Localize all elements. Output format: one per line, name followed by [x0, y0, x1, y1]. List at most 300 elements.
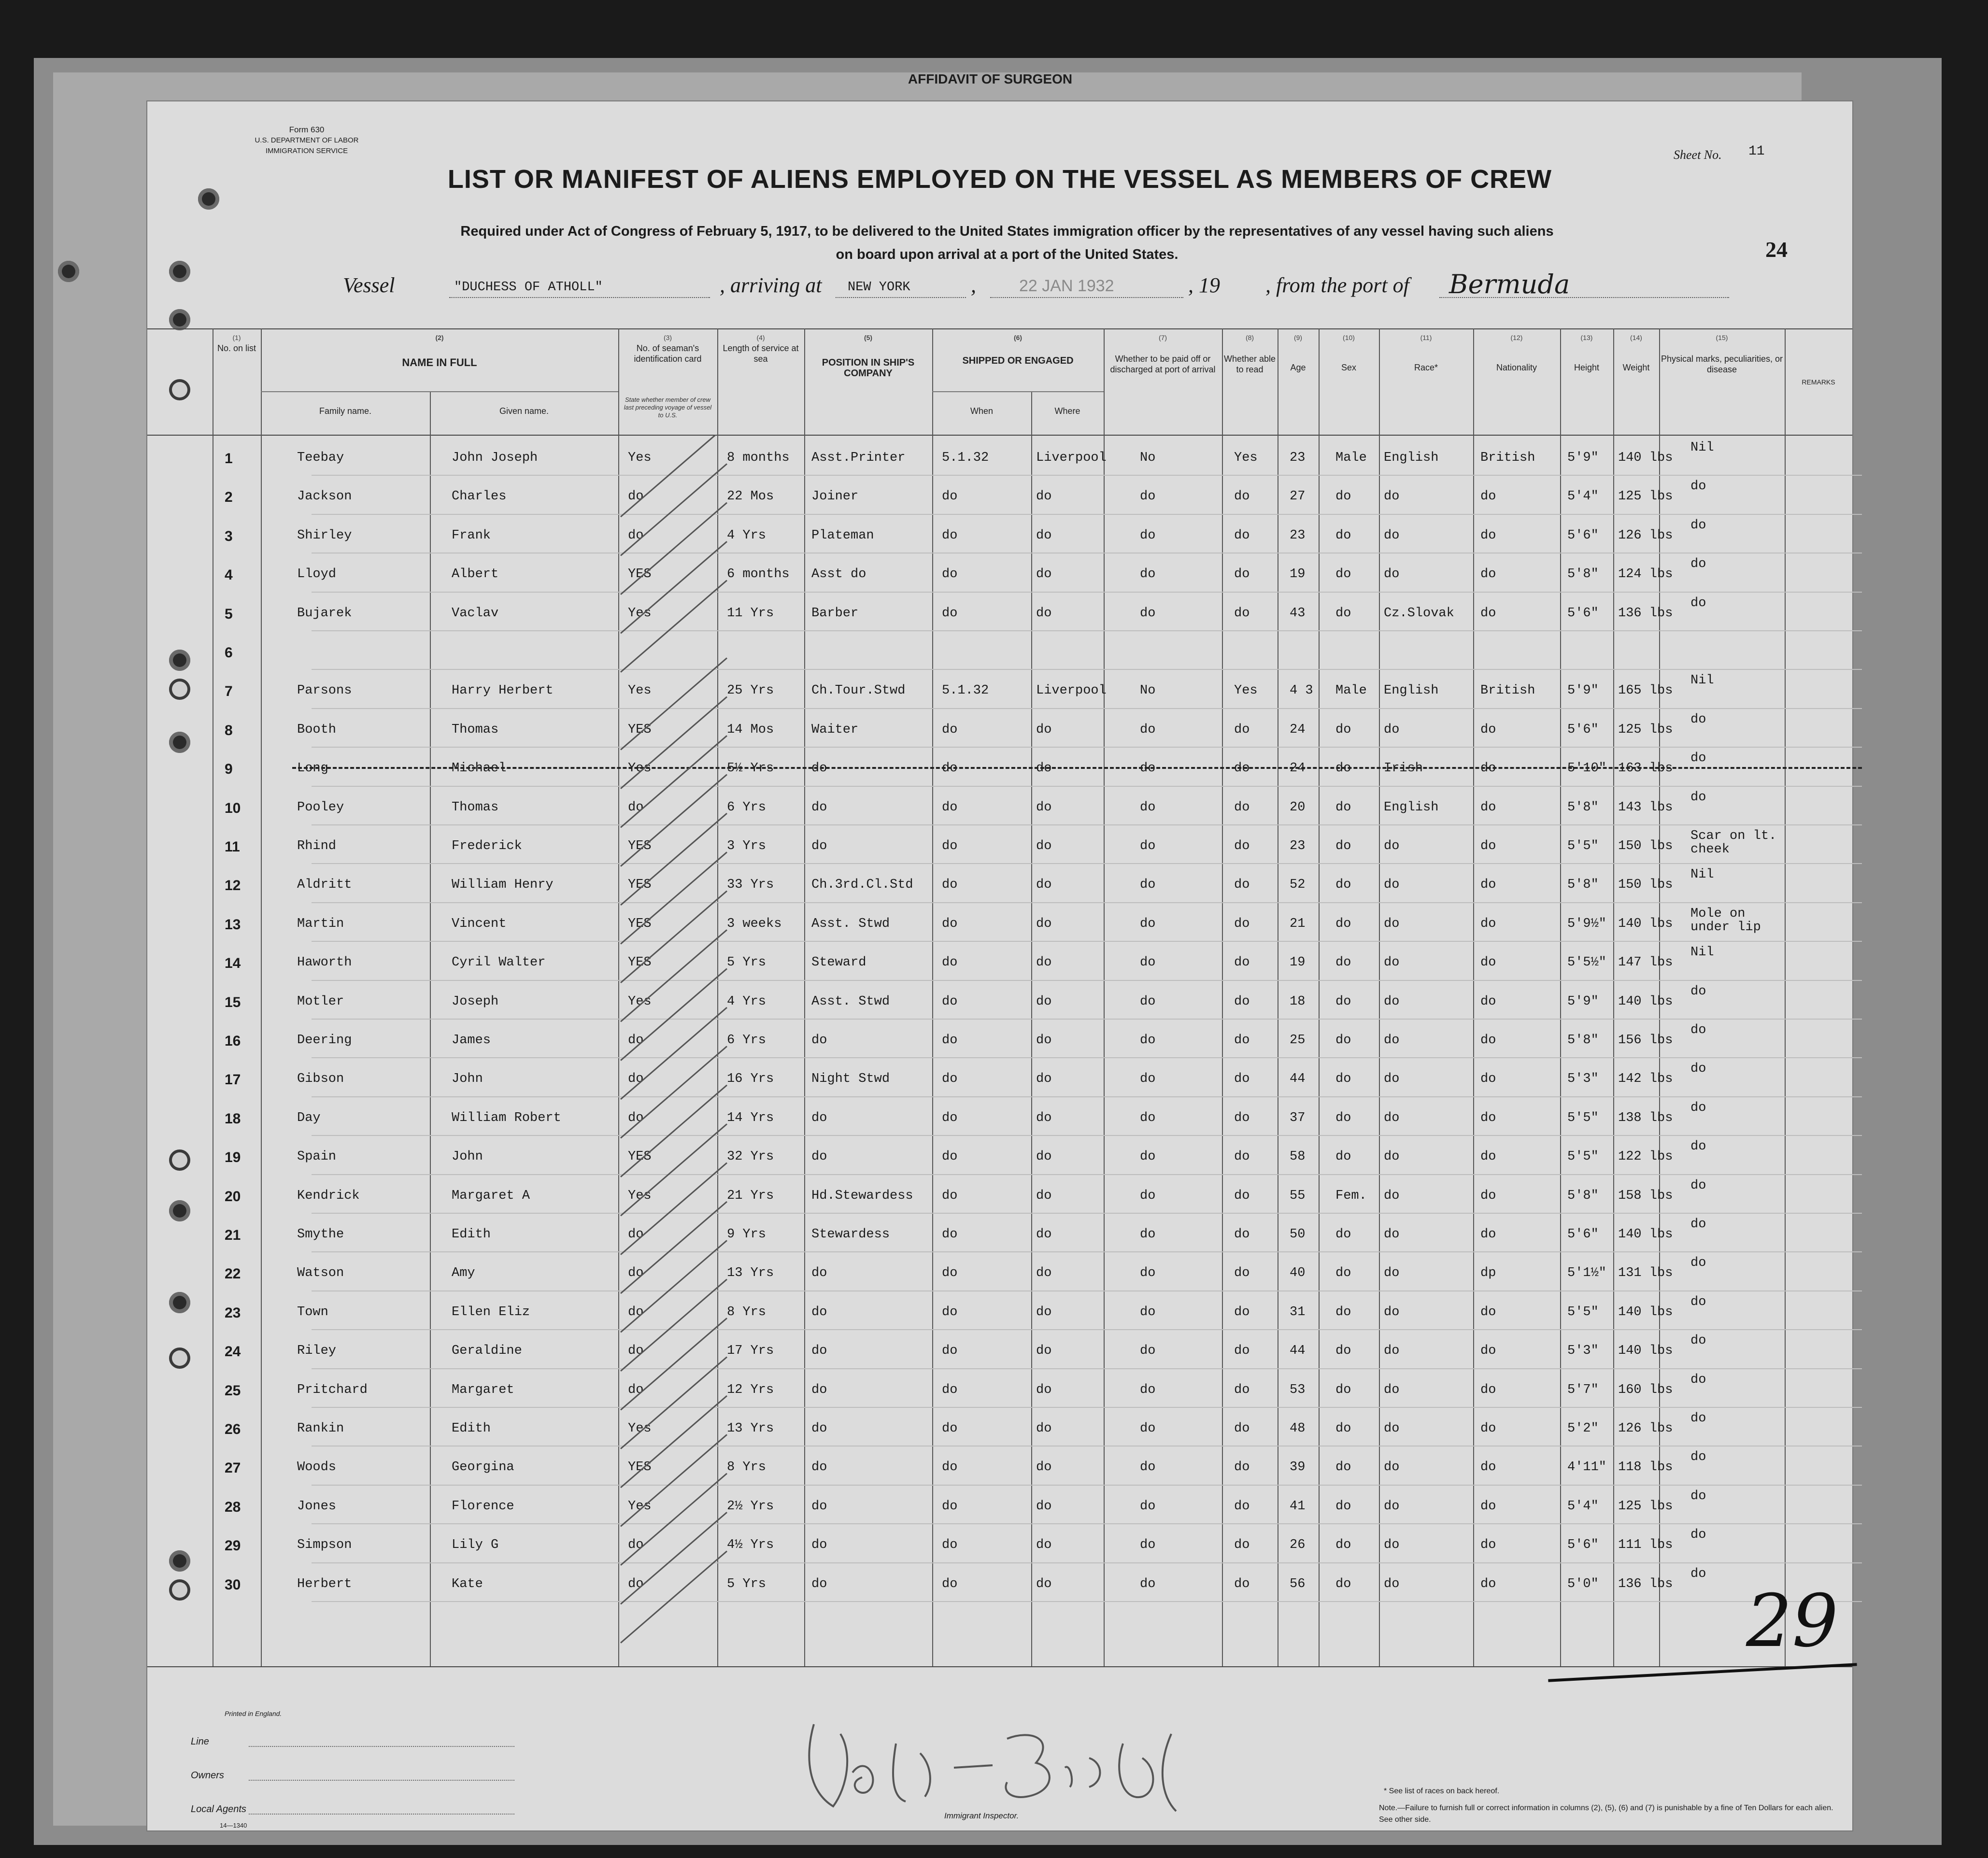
sex-cell: Male: [1335, 451, 1367, 465]
subtitle-line-2: on board upon arrival at a port of the United States.: [836, 247, 1179, 262]
paid-off-cell: No: [1140, 683, 1156, 698]
paid-off-cell: do: [1140, 1072, 1156, 1087]
note-races: * See list of races on back hereof.: [1384, 1787, 1500, 1795]
weight-cell: 118 lbs: [1618, 1460, 1673, 1475]
able-to-read-cell: do: [1234, 1576, 1250, 1591]
able-to-read-cell: do: [1234, 994, 1250, 1009]
age-cell: 52: [1290, 878, 1306, 893]
family-name-cell: Jones: [297, 1499, 337, 1514]
age-cell: 43: [1290, 606, 1306, 621]
row-number-cell: 3: [225, 528, 233, 544]
shipped-where-cell: do: [1036, 1499, 1052, 1514]
race-cell: do: [1384, 1499, 1400, 1514]
family-name-cell: Day: [297, 1110, 321, 1125]
nationality-cell: do: [1480, 761, 1496, 776]
nationality-cell: do: [1480, 722, 1496, 737]
family-name-cell: Gibson: [297, 1072, 344, 1087]
row-number-cell: 17: [225, 1072, 241, 1088]
age-cell: 56: [1290, 1576, 1306, 1591]
family-name-cell: Haworth: [297, 955, 352, 970]
position-cell: do: [811, 1110, 827, 1125]
service-length-cell: 5 Yrs: [727, 1576, 767, 1591]
nationality-cell: do: [1480, 489, 1496, 504]
position-cell: do: [811, 1538, 827, 1553]
height-cell: 5'0": [1567, 1576, 1599, 1591]
race-cell: do: [1384, 1382, 1400, 1397]
card-status-cell: do: [628, 1110, 644, 1125]
weight-cell: 136 lbs: [1618, 606, 1673, 621]
able-to-read-cell: do: [1234, 800, 1250, 815]
weight-cell: 163 lbs: [1618, 761, 1673, 776]
card-status-cell: YES: [628, 1460, 652, 1475]
service-length-cell: 11 Yrs: [727, 606, 774, 621]
physical-marks-cell: do: [1690, 1023, 1706, 1037]
weight-cell: 150 lbs: [1618, 878, 1673, 893]
form-dept: U.S. DEPARTMENT OF LABOR: [255, 136, 359, 144]
shipped-where-cell: do: [1036, 761, 1052, 776]
sex-cell: do: [1335, 722, 1351, 737]
table-row: [147, 1136, 1852, 1175]
check-slash: [621, 1124, 727, 1216]
row-number-cell: 28: [225, 1499, 241, 1515]
given-name-cell: William Robert: [452, 1110, 561, 1125]
affidavit-title: AFFIDAVIT OF SURGEON: [908, 71, 1073, 86]
sex-cell: do: [1335, 761, 1351, 776]
weight-cell: 131 lbs: [1618, 1266, 1673, 1281]
paid-off-cell: do: [1140, 1188, 1156, 1203]
handwritten-total: 29: [1746, 1579, 1838, 1663]
table-row: [147, 1175, 1852, 1214]
header-shipped: (6) SHIPPED OR ENGAGED: [962, 334, 1074, 366]
physical-marks-cell: Nil: [1690, 440, 1714, 455]
race-cell: do: [1384, 1576, 1400, 1591]
physical-marks-cell: do: [1690, 479, 1706, 494]
age-cell: 21: [1290, 916, 1306, 931]
given-name-cell: Lily G: [452, 1538, 499, 1553]
paid-off-cell: do: [1140, 994, 1156, 1009]
card-status-cell: YES: [628, 955, 652, 970]
family-name-cell: Lloyd: [297, 567, 337, 582]
able-to-read-cell: do: [1234, 1499, 1250, 1514]
table-row: [147, 437, 1852, 476]
form-number: Form 630: [289, 125, 325, 134]
paid-off-cell: do: [1140, 1382, 1156, 1397]
weight-cell: 138 lbs: [1618, 1110, 1673, 1125]
row-number-cell: 21: [225, 1227, 241, 1243]
physical-marks-cell: do: [1690, 1489, 1706, 1503]
nationality-cell: do: [1480, 1033, 1496, 1048]
nationality-cell: do: [1480, 606, 1496, 621]
family-name-cell: Smythe: [297, 1227, 344, 1242]
family-name-cell: Simpson: [297, 1538, 352, 1553]
shipped-where-cell: do: [1036, 916, 1052, 931]
race-cell: do: [1384, 1188, 1400, 1203]
shipped-where-cell: do: [1036, 1382, 1052, 1397]
position-cell: Ch.3rd.Cl.Std: [811, 878, 913, 893]
given-name-cell: Florence: [452, 1499, 514, 1514]
height-cell: 5'6": [1567, 528, 1599, 543]
family-name-cell: Rhind: [297, 839, 337, 853]
position-cell: do: [811, 1576, 827, 1591]
service-length-cell: 13 Yrs: [727, 1266, 774, 1281]
paid-off-cell: No: [1140, 451, 1156, 465]
age-cell: 23: [1290, 451, 1306, 465]
height-cell: 5'6": [1567, 722, 1599, 737]
row-number-cell: 4: [225, 567, 233, 583]
shipped-when-cell: do: [942, 994, 958, 1009]
vessel-line: [343, 269, 1744, 302]
date-stamp: 22 JAN 1932: [1019, 277, 1114, 295]
able-to-read-cell: do: [1234, 955, 1250, 970]
position-cell: do: [811, 1344, 827, 1359]
table-row: [147, 787, 1852, 825]
shipped-where-cell: do: [1036, 839, 1052, 853]
family-name-cell: Pooley: [297, 800, 344, 815]
nationality-cell: do: [1480, 1227, 1496, 1242]
able-to-read-cell: do: [1234, 528, 1250, 543]
race-cell: do: [1384, 1538, 1400, 1553]
shipped-when-cell: do: [942, 1499, 958, 1514]
physical-marks-cell: do: [1690, 1256, 1706, 1271]
height-cell: 5'10": [1567, 761, 1607, 776]
card-status-cell: do: [628, 1382, 644, 1397]
row-number-cell: 8: [225, 722, 233, 738]
check-slash: [621, 736, 727, 827]
physical-marks-cell: Nil: [1690, 945, 1714, 960]
age-cell: 40: [1290, 1266, 1306, 1281]
able-to-read-cell: do: [1234, 1538, 1250, 1553]
shipped-when-cell: do: [942, 1421, 958, 1436]
table-row: [147, 1214, 1852, 1252]
age-cell: 44: [1290, 1344, 1306, 1359]
weight-cell: 156 lbs: [1618, 1033, 1673, 1048]
nationality-cell: do: [1480, 1421, 1496, 1436]
check-slash: [621, 813, 727, 905]
card-status-cell: Yes: [628, 606, 652, 621]
physical-marks-cell: do: [1690, 790, 1706, 805]
nationality-cell: do: [1480, 1344, 1496, 1359]
position-cell: do: [811, 1266, 827, 1281]
shipped-where-cell: do: [1036, 1072, 1052, 1087]
table-row: [147, 1330, 1852, 1369]
check-slash: [621, 1512, 727, 1604]
service-length-cell: 33 Yrs: [727, 878, 774, 893]
nationality-cell: do: [1480, 1382, 1496, 1397]
service-length-cell: 16 Yrs: [727, 1072, 774, 1087]
check-slash: [621, 1551, 727, 1643]
table-row: [147, 515, 1852, 553]
weight-cell: 160 lbs: [1618, 1382, 1673, 1397]
age-cell: 25: [1290, 1033, 1306, 1048]
header-card-note: State whether member of crew last preceding voyage of vessel to U.S.: [624, 396, 712, 419]
physical-marks-cell: do: [1690, 1450, 1706, 1465]
given-name-cell: Joseph: [452, 994, 499, 1009]
header-given-name: Given name.: [499, 406, 549, 416]
able-to-read-cell: do: [1234, 1188, 1250, 1203]
family-name-cell: Watson: [297, 1266, 344, 1281]
sex-cell: do: [1335, 1033, 1351, 1048]
physical-marks-cell: Mole on under lip: [1690, 906, 1761, 935]
paid-off-cell: do: [1140, 1227, 1156, 1242]
nationality-cell: do: [1480, 878, 1496, 893]
shipped-where-cell: do: [1036, 1188, 1052, 1203]
date-underline: [990, 297, 1183, 298]
weight-cell: 158 lbs: [1618, 1188, 1673, 1203]
able-to-read-cell: do: [1234, 1072, 1250, 1087]
physical-marks-cell: do: [1690, 1294, 1706, 1309]
able-to-read-cell: do: [1234, 1149, 1250, 1164]
weight-cell: 125 lbs: [1618, 1499, 1673, 1514]
service-length-cell: 6 Yrs: [727, 800, 767, 815]
check-slash: [621, 1357, 727, 1449]
physical-marks-cell: do: [1690, 1139, 1706, 1154]
family-name-cell: Teebay: [297, 451, 344, 465]
able-to-read-cell: Yes: [1234, 683, 1258, 698]
race-cell: do: [1384, 1266, 1400, 1281]
service-length-cell: 25 Yrs: [727, 683, 774, 698]
height-cell: 5'7": [1567, 1382, 1599, 1397]
check-slash: [621, 435, 727, 517]
height-cell: 5'5": [1567, 1149, 1599, 1164]
check-slash: [621, 658, 727, 750]
shipped-where-cell: do: [1036, 1266, 1052, 1281]
check-slash: [621, 930, 727, 1021]
shipped-where-cell: do: [1036, 489, 1052, 504]
paid-off-cell: do: [1140, 1149, 1156, 1164]
check-slash: [621, 503, 727, 595]
weight-cell: 142 lbs: [1618, 1072, 1673, 1087]
printed-in: Printed in England.: [225, 1710, 282, 1717]
height-cell: 5'5½": [1567, 955, 1607, 970]
position-cell: do: [811, 1033, 827, 1048]
family-name-cell: Herbert: [297, 1576, 352, 1591]
sex-cell: do: [1335, 1227, 1351, 1242]
paid-off-cell: do: [1140, 955, 1156, 970]
age-cell: 55: [1290, 1188, 1306, 1203]
family-name-cell: Rankin: [297, 1421, 344, 1436]
service-length-cell: 9 Yrs: [727, 1227, 767, 1242]
check-slash: [621, 464, 727, 555]
shipped-when-cell: do: [942, 1576, 958, 1591]
able-to-read-cell: do: [1234, 1305, 1250, 1319]
sex-cell: do: [1335, 994, 1351, 1009]
given-name-cell: Geraldine: [452, 1344, 522, 1359]
row-number-cell: 6: [225, 645, 233, 661]
position-cell: do: [811, 800, 827, 815]
header-sex: (10) Sex: [1341, 334, 1357, 372]
given-name-cell: Margaret A: [452, 1188, 530, 1203]
able-to-read-cell: do: [1234, 606, 1250, 621]
height-cell: 5'6": [1567, 606, 1599, 621]
position-cell: do: [811, 1499, 827, 1514]
footer: [147, 1695, 1852, 1830]
check-slash: [621, 1007, 727, 1099]
manifest-sheet: [147, 101, 1852, 1830]
shipped-when-cell: 5.1.32: [942, 451, 989, 465]
paid-off-cell: do: [1140, 606, 1156, 621]
line-label: Line: [191, 1736, 209, 1747]
header-no: (1) No. on list: [217, 334, 256, 353]
given-name-cell: Ellen Eliz: [452, 1305, 530, 1319]
family-name-cell: Spain: [297, 1149, 337, 1164]
table-top-rule: [147, 328, 1852, 329]
service-length-cell: 22 Mos: [727, 489, 774, 504]
punch-hole: [169, 261, 190, 282]
service-length-cell: 3 Yrs: [727, 839, 767, 853]
sex-cell: Fem.: [1335, 1188, 1367, 1203]
position-cell: Night Stwd: [811, 1072, 890, 1087]
race-cell: English: [1384, 683, 1439, 698]
row-number-cell: 26: [225, 1421, 241, 1437]
given-name-cell: Albert: [452, 567, 499, 582]
sex-cell: do: [1335, 1110, 1351, 1125]
shipped-when-cell: do: [942, 1110, 958, 1125]
paid-off-cell: do: [1140, 567, 1156, 582]
service-length-cell: 21 Yrs: [727, 1188, 774, 1203]
table-row: [147, 825, 1852, 864]
position-cell: Stewardess: [811, 1227, 890, 1242]
paid-off-cell: do: [1140, 916, 1156, 931]
shipped-when-cell: do: [942, 1188, 958, 1203]
race-cell: do: [1384, 528, 1400, 543]
row-number-cell: 16: [225, 1033, 241, 1049]
nationality-cell: do: [1480, 1460, 1496, 1475]
race-cell: do: [1384, 878, 1400, 893]
sex-cell: do: [1335, 1266, 1351, 1281]
family-name-cell: Kendrick: [297, 1188, 360, 1203]
header-paid: (7) Whether to be paid off or discharged at port of arrival: [1110, 334, 1216, 374]
row-number-cell: 13: [225, 916, 241, 933]
check-slash: [621, 1396, 727, 1488]
card-status-cell: Yes: [628, 1421, 652, 1436]
paid-off-cell: do: [1140, 1538, 1156, 1553]
crew-table: [147, 328, 1852, 1671]
race-cell: do: [1384, 722, 1400, 737]
shipped-when-cell: do: [942, 1538, 958, 1553]
given-name-cell: Edith: [452, 1227, 491, 1242]
position-cell: Barber: [811, 606, 859, 621]
age-cell: 48: [1290, 1421, 1306, 1436]
shipped-when-cell: do: [942, 1344, 958, 1359]
age-cell: 53: [1290, 1382, 1306, 1397]
paid-off-cell: do: [1140, 1576, 1156, 1591]
header-name: (2) NAME IN FULL: [402, 334, 477, 369]
given-name-cell: Amy: [452, 1266, 475, 1281]
subtitle: [350, 220, 1664, 266]
position-cell: do: [811, 1460, 827, 1475]
arriving-label: , arriving at: [720, 273, 822, 297]
weight-cell: 125 lbs: [1618, 722, 1673, 737]
shipped-where-cell: do: [1036, 1305, 1052, 1319]
shipped-where-cell: do: [1036, 528, 1052, 543]
header-read: (8) Whether able to read: [1223, 334, 1276, 374]
given-name-cell: Frederick: [452, 839, 522, 853]
shipped-where-cell: do: [1036, 1344, 1052, 1359]
vessel-name: "DUCHESS OF ATHOLL": [454, 280, 603, 295]
table-row: [147, 903, 1852, 942]
shipped-when-cell: do: [942, 567, 958, 582]
row-number-cell: 29: [225, 1538, 241, 1554]
shipped-where-cell: do: [1036, 606, 1052, 621]
sex-cell: do: [1335, 1072, 1351, 1087]
row-number-cell: 10: [225, 800, 241, 816]
position-cell: Steward: [811, 955, 866, 970]
from-label: , from the port of: [1265, 273, 1409, 297]
given-name-cell: Kate: [452, 1576, 483, 1591]
nationality-cell: do: [1480, 1188, 1496, 1203]
table-row: [147, 1020, 1852, 1058]
nationality-cell: do: [1480, 994, 1496, 1009]
paid-off-cell: do: [1140, 1421, 1156, 1436]
shipped-when-cell: do: [942, 1305, 958, 1319]
paid-off-cell: do: [1140, 1266, 1156, 1281]
card-status-cell: do: [628, 1344, 644, 1359]
row-number-cell: 20: [225, 1188, 241, 1205]
card-status-cell: YES: [628, 878, 652, 893]
shipped-when-cell: do: [942, 955, 958, 970]
position-cell: do: [811, 1421, 827, 1436]
given-name-cell: Margaret: [452, 1382, 514, 1397]
physical-marks-cell: do: [1690, 712, 1706, 727]
age-cell: 23: [1290, 528, 1306, 543]
inspector-signature: [795, 1715, 1229, 1821]
position-cell: Asst. Stwd: [811, 994, 890, 1009]
sex-cell: do: [1335, 878, 1351, 893]
able-to-read-cell: do: [1234, 1382, 1250, 1397]
check-slash: [621, 1163, 727, 1255]
family-name-cell: Deering: [297, 1033, 352, 1048]
check-slash: [621, 541, 727, 633]
race-cell: do: [1384, 955, 1400, 970]
card-status-cell: YES: [628, 916, 652, 931]
height-cell: 4'11": [1567, 1460, 1607, 1475]
sex-cell: do: [1335, 1460, 1351, 1475]
weight-cell: 150 lbs: [1618, 839, 1673, 853]
given-name-cell: John Joseph: [452, 451, 538, 465]
given-name-cell: Thomas: [452, 722, 499, 737]
height-cell: 5'8": [1567, 878, 1599, 893]
card-status-cell: YES: [628, 567, 652, 582]
race-cell: English: [1384, 800, 1439, 815]
age-cell: 41: [1290, 1499, 1306, 1514]
header-where: Where: [1054, 406, 1080, 416]
sex-cell: do: [1335, 955, 1351, 970]
able-to-read-cell: do: [1234, 567, 1250, 582]
card-status-cell: do: [628, 1576, 644, 1591]
family-name-cell: Bujarek: [297, 606, 352, 621]
given-name-cell: James: [452, 1033, 491, 1048]
age-cell: 19: [1290, 567, 1306, 582]
age-cell: 24: [1290, 761, 1306, 776]
sex-cell: do: [1335, 839, 1351, 853]
sheet-number: 11: [1748, 144, 1765, 159]
nationality-cell: British: [1480, 683, 1535, 698]
service-length-cell: 32 Yrs: [727, 1149, 774, 1164]
shipped-when-cell: do: [942, 489, 958, 504]
row-number-cell: 30: [225, 1576, 241, 1593]
weight-cell: 122 lbs: [1618, 1149, 1673, 1164]
family-name-cell: Shirley: [297, 528, 352, 543]
physical-marks-cell: Nil: [1690, 673, 1714, 688]
physical-marks-cell: do: [1690, 1333, 1706, 1348]
paid-off-cell: do: [1140, 1305, 1156, 1319]
physical-marks-cell: do: [1690, 557, 1706, 572]
height-cell: 5'9": [1567, 451, 1599, 465]
service-length-cell: 8 months: [727, 451, 790, 465]
given-name-cell: Frank: [452, 528, 491, 543]
age-cell: 26: [1290, 1538, 1306, 1553]
able-to-read-cell: do: [1234, 1421, 1250, 1436]
